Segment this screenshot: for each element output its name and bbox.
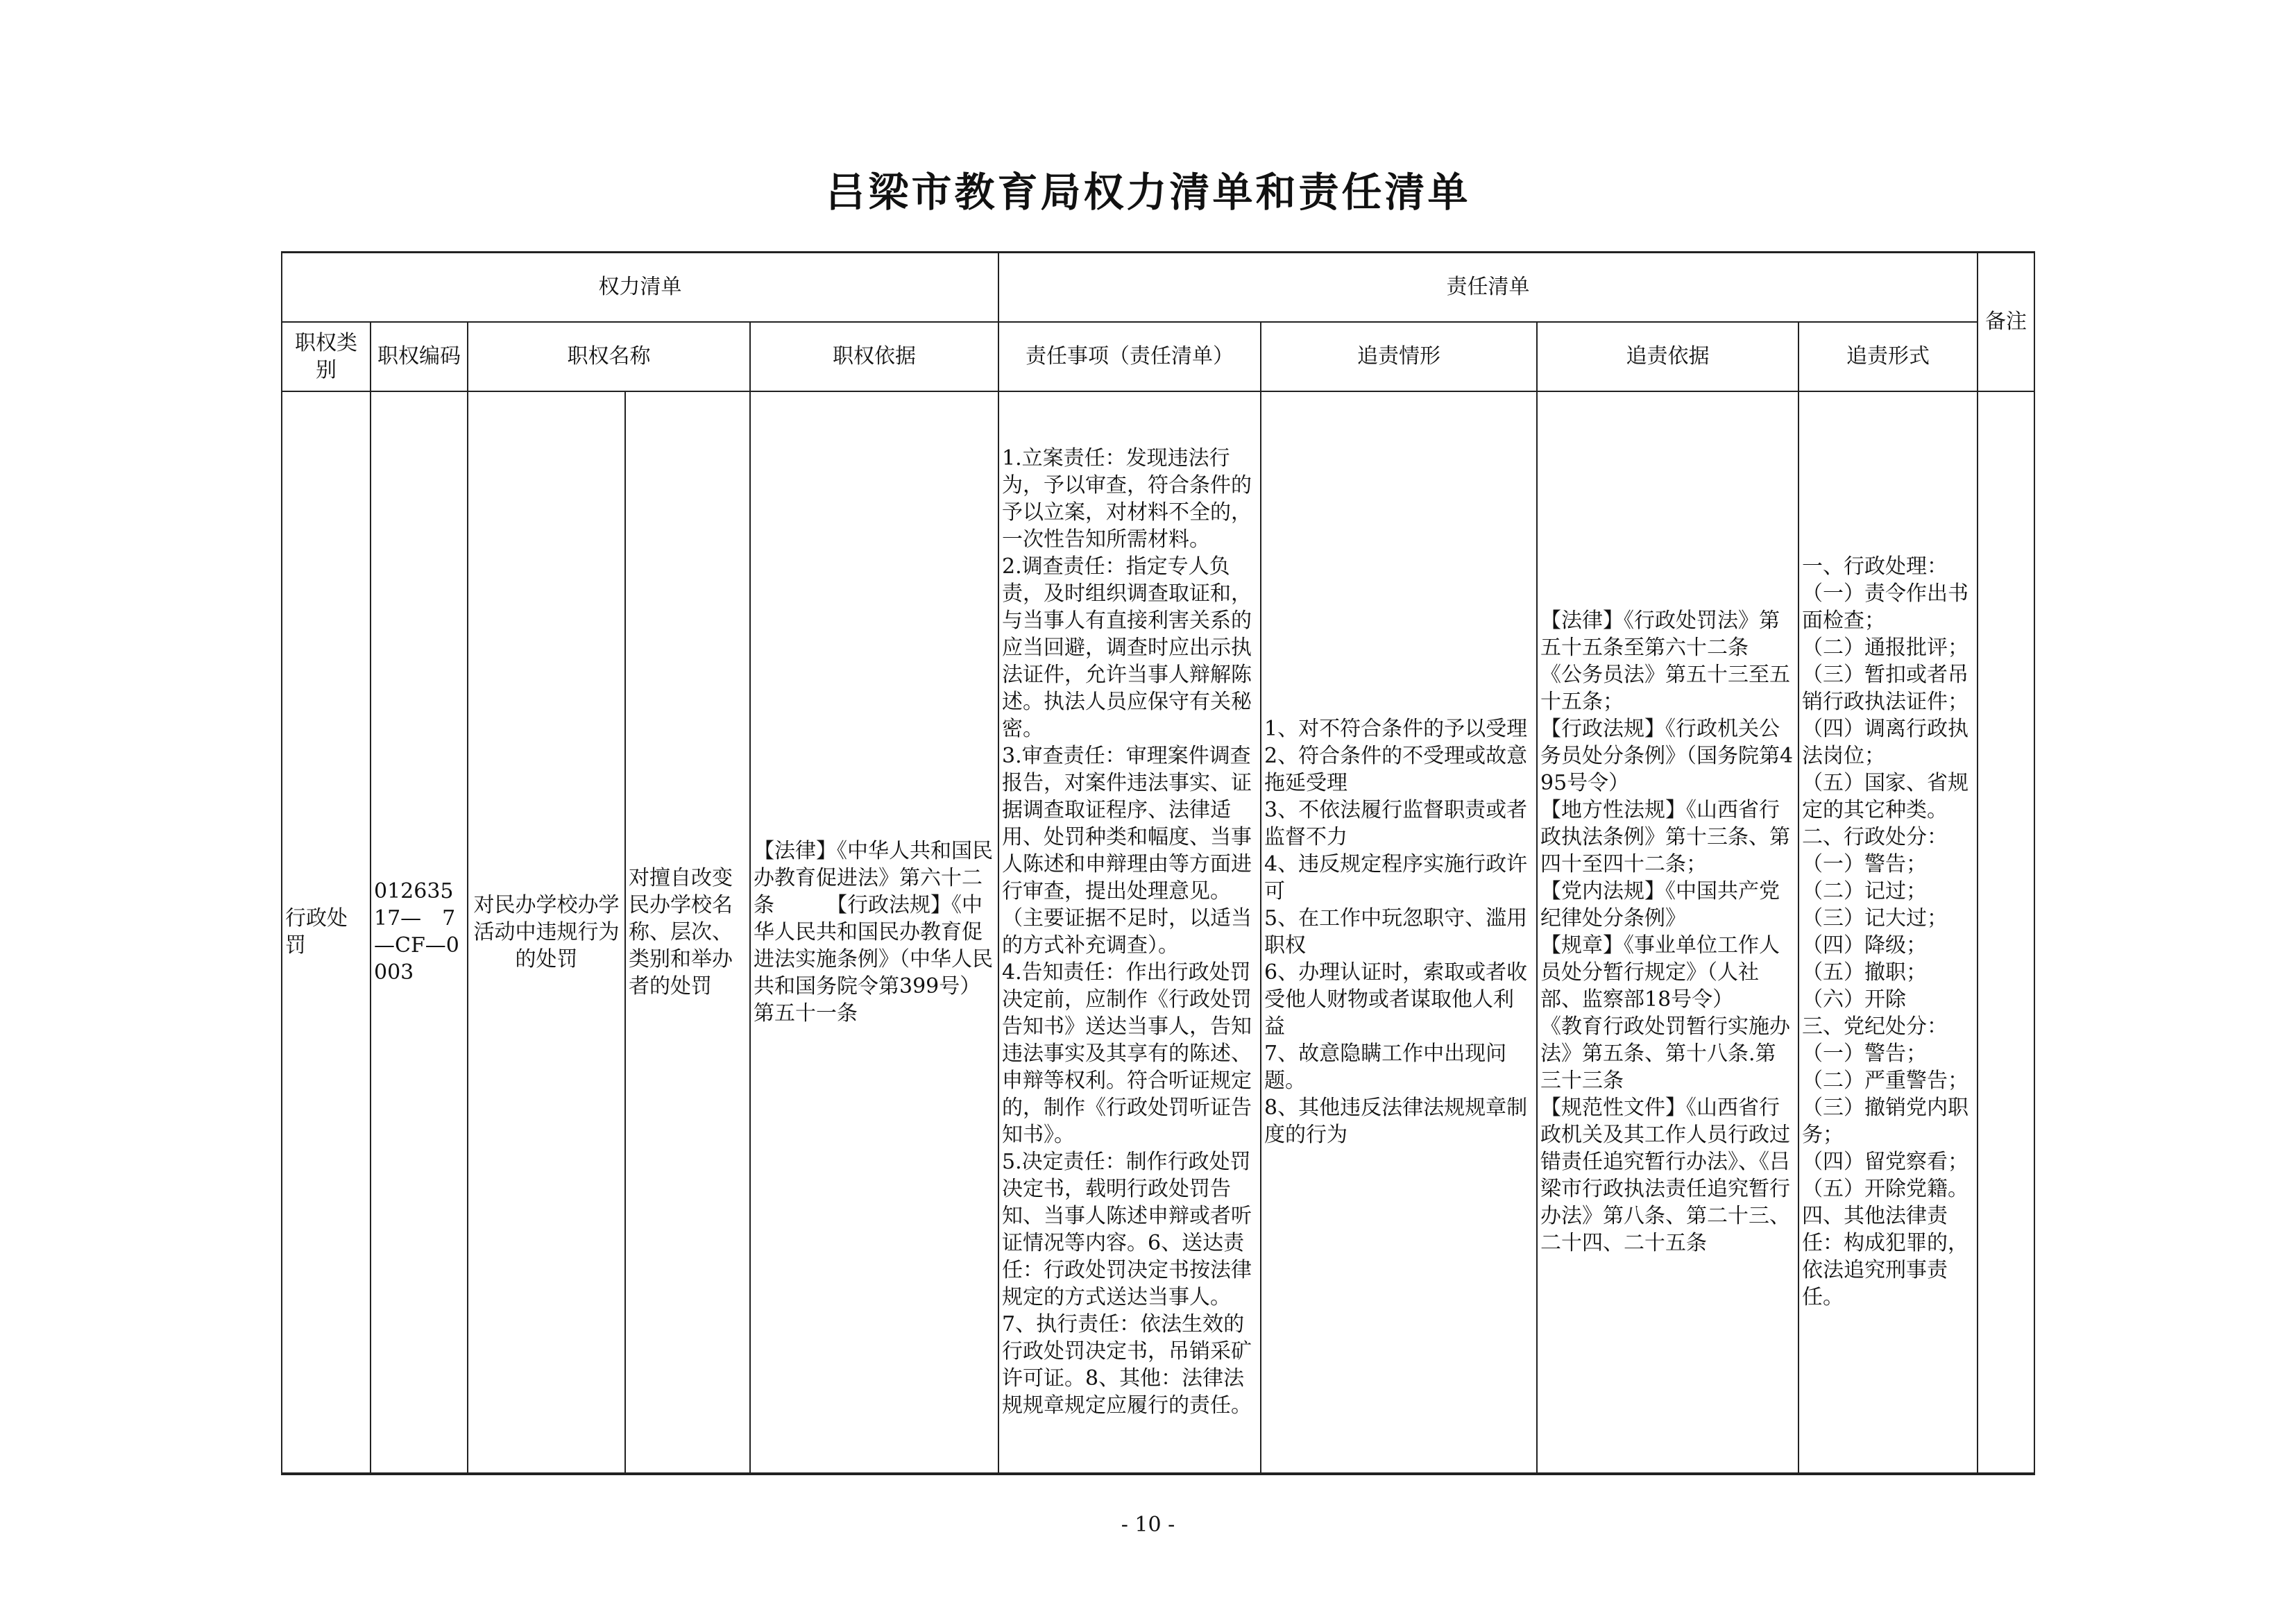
page-number: - 10 - [1121,1513,1175,1537]
cell-name-sub: 对擅自改变民办学校名称、层次、类别和举办者的处罚 [625,391,750,1474]
cell-code: 01263517— 7 —CF—0003 [371,391,468,1474]
header-accountability-forms: 追责形式 [1798,322,1978,391]
cell-accountability-basis: 【法律】《行政处罚法》第五十五条至第六十二条 《公务员法》第五十三至五十五条； 【行政法规】《行政机关公务员处分条例》（国务院第495号令） 【地方性法规】《山西省行政执法条例》第十三条、第四十至四十二条； 【党内法规】《中国共产党纪律处分条例》 【规章】《事业单位工作人员处分暂行规定》（人社部、监察部18号令） 《教育行政处罚暂行实施办法》第五条、第十八条.第三十三条 【规范性文件】《山西省行政机关及其工作人员行政过错责任追究暂行办法》、《吕梁市行政执法责任追究暂行办法》第八条、第二十三、二十四、二十五条 [1537,391,1798,1474]
header-duties: 责任事项（责任清单） [998,322,1261,391]
cell-remarks [1978,391,2034,1474]
power-responsibility-table [281,251,2035,1475]
cell-accountability-forms: 一、行政处理： （一）责令作出书面检查； （二）通报批评； （三）暂扣或者吊销行政执法证件； （四）调离行政执法岗位； （五）国家、省规定的其它种类。 二、行政处分： （一）警告； （二）记过； （三）记大过； （四）降级； （五）撤职； （六）开除 三、党纪处分： （一）警告； （二）严重警告； （三）撤销党内职务； （四）留党察看； （五）开除党籍。 四、其他法律责任：构成犯罪的，依法追究刑事责任。 [1798,391,1978,1474]
page-title: 吕梁市教育局权力清单和责任清单 [825,169,1471,216]
cell-accountability-cases: 1、对不符合条件的予以受理 2、符合条件的不受理或故意拖延受理 3、不依法履行监督职责或者监督不力 4、违反规定程序实施行政许可 5、在工作中玩忽职守、滥用职权 6、办理认证时，索取或者收受他人财物或者谋取他人利益 7、故意隐瞒工作中出现问题。 8、其他违反法律法规规章制度的行为 [1261,391,1537,1474]
cell-name-main: 对民办学校办学活动中违规行为的处罚 [468,391,625,1474]
cell-basis: 【法律】《中华人共和国民办教育促进法》第六十二条 【行政法规】《中华人民共和国民办教育促进法实施条例》（中华人民共和国务院令第399号）第五十一条 [750,391,998,1474]
header-accountability-cases: 追责情形 [1261,322,1537,391]
header-code: 职权编码 [371,322,468,391]
cell-category: 行政处罚 [282,391,371,1474]
header-name: 职权名称 [468,322,750,391]
header-category: 职权类别 [282,322,371,391]
responsibility-list-header: 责任清单 [998,253,1978,322]
power-list-header: 权力清单 [282,253,998,322]
header-basis: 职权依据 [750,322,998,391]
remarks-header: 备注 [1978,253,2034,391]
cell-duties: 1.立案责任：发现违法行为，予以审查，符合条件的予以立案，对材料不全的，一次性告知所需材料。 2.调查责任：指定专人负责，及时组织调查取证和，与当事人有直接利害关系的应当回避，调查时应出示执法证件，允许当事人辩解陈述。执法人员应保守有关秘密。 3.审查责任：审理案件调查报告，对案件违法事实、证据调查取证程序、法律适用、处罚种类和幅度、当事人陈述和申辩理由等方面进行审查，提出处理意见。（主要证据不足时，以适当的方式补充调查）。 4.告知责任：作出行政处罚决定前，应制作《行政处罚告知书》送达当事人，告知违法事实及其享有的陈述、申辩等权利。符合听证规定的，制作《行政处罚听证告知书》。 5.决定责任：制作行政处罚决定书，载明行政处罚告知、当事人陈述申辩或者听证情况等内容。6、送达责任：行政处罚决定书按法律规定的方式送达当事人。 7、执行责任：依法生效的行政处罚决定书，吊销采矿许可证。8、其他：法律法规规章规定应履行的责任。 [998,391,1261,1474]
header-accountability-basis: 追责依据 [1537,322,1798,391]
